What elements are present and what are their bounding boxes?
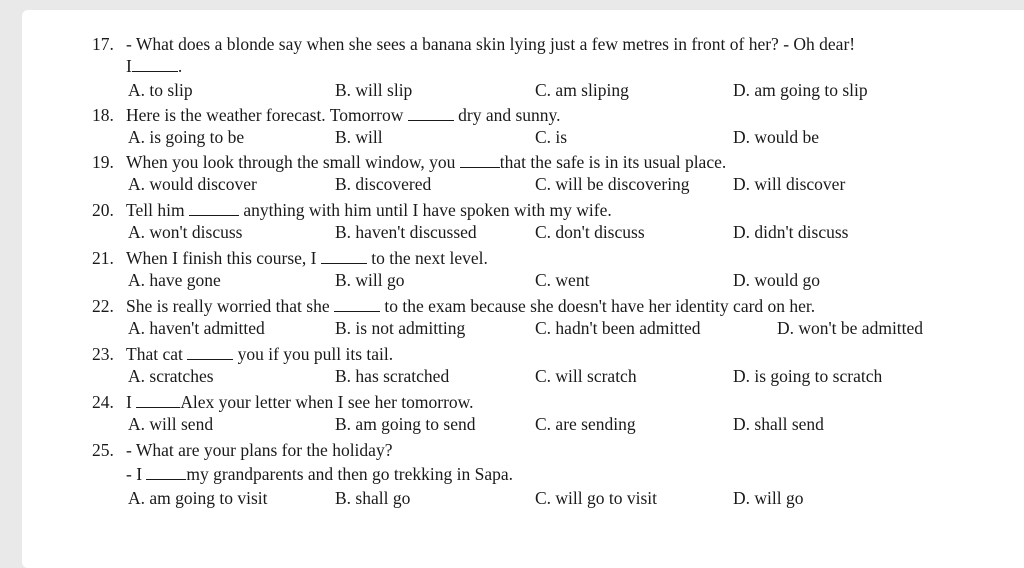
question-number: 24. bbox=[92, 392, 114, 412]
option-a: A. would discover bbox=[128, 174, 257, 194]
option-b: B. has scratched bbox=[335, 366, 450, 386]
stem-suffix: to the exam because she doesn't have her identity card on her. bbox=[384, 296, 816, 316]
answer-blank bbox=[136, 393, 180, 408]
option-d: D. didn't discuss bbox=[733, 222, 849, 242]
answer-options bbox=[22, 127, 1024, 149]
option-a: A. have gone bbox=[128, 270, 221, 290]
question-stem: - What does a blonde say when she sees a banana skin lying just a few metres in front of her? - Oh dear! bbox=[126, 34, 856, 54]
option-d: D. won't be admitted bbox=[777, 318, 924, 338]
answer-options bbox=[22, 318, 1024, 340]
question-stem-line-2 bbox=[126, 464, 513, 485]
option-b: B. haven't discussed bbox=[335, 222, 477, 242]
option-c: C. will scratch bbox=[535, 366, 637, 386]
question-stem-line-2 bbox=[126, 56, 182, 77]
question-stem bbox=[126, 296, 815, 317]
option-d: D. would be bbox=[733, 127, 820, 147]
stem-suffix: dry and sunny. bbox=[458, 105, 561, 125]
stem-suffix: Alex your letter when I see her tomorrow. bbox=[180, 392, 474, 412]
answer-options bbox=[22, 222, 1024, 244]
option-c: C. will be discovering bbox=[535, 174, 690, 194]
stem-suffix: anything with him until I have spoken with my wife. bbox=[243, 200, 612, 220]
question-number: 21. bbox=[92, 248, 114, 268]
stem-prefix: Here is the weather forecast. Tomorrow bbox=[126, 105, 404, 125]
question-stem: - What are your plans for the holiday? bbox=[126, 440, 393, 460]
option-c: C. are sending bbox=[535, 414, 636, 434]
question-number: 18. bbox=[92, 105, 114, 125]
answer-options bbox=[22, 80, 1024, 102]
question-number: 19. bbox=[92, 152, 114, 172]
option-d: D. shall send bbox=[733, 414, 824, 434]
answer-blank bbox=[460, 153, 500, 168]
question-stem bbox=[126, 344, 393, 365]
answer-options bbox=[22, 366, 1024, 388]
answer-blank bbox=[321, 249, 367, 264]
question-stem bbox=[126, 392, 474, 413]
option-c: C. hadn't been admitted bbox=[535, 318, 701, 338]
option-a: A. will send bbox=[128, 414, 214, 434]
answer-options bbox=[22, 414, 1024, 436]
stem-prefix: Tell him bbox=[126, 200, 185, 220]
question-stem bbox=[126, 152, 726, 173]
option-c: C. am sliping bbox=[535, 80, 629, 100]
question-stem bbox=[126, 248, 488, 269]
option-a: A. haven't admitted bbox=[128, 318, 265, 338]
option-a: A. am going to visit bbox=[128, 488, 268, 508]
stem-prefix: I bbox=[126, 392, 132, 412]
option-b: B. discovered bbox=[335, 174, 432, 194]
option-c: C. is bbox=[535, 127, 568, 147]
option-b: B. am going to send bbox=[335, 414, 476, 434]
question-number: 25. bbox=[92, 440, 114, 460]
question-stem bbox=[126, 200, 612, 221]
stem-prefix: I bbox=[126, 56, 132, 76]
stem-suffix: my grandparents and then go trekking in Sapa. bbox=[186, 464, 513, 484]
answer-options bbox=[22, 488, 1024, 510]
stem-suffix: to the next level. bbox=[371, 248, 488, 268]
option-b: B. will bbox=[335, 127, 383, 147]
stem-prefix: When you look through the small window, you bbox=[126, 152, 456, 172]
option-a: A. is going to be bbox=[128, 127, 245, 147]
option-d: D. will discover bbox=[733, 174, 846, 194]
option-a: A. won't discuss bbox=[128, 222, 243, 242]
option-c: C. went bbox=[535, 270, 590, 290]
worksheet-page bbox=[22, 10, 1024, 568]
answer-options bbox=[22, 174, 1024, 196]
stem-prefix: That cat bbox=[126, 344, 183, 364]
option-c: C. don't discuss bbox=[535, 222, 645, 242]
question-stem bbox=[126, 105, 561, 126]
stem-suffix: . bbox=[177, 56, 183, 76]
option-d: D. would go bbox=[733, 270, 821, 290]
option-c: C. will go to visit bbox=[535, 488, 658, 508]
option-a: A. to slip bbox=[128, 80, 193, 100]
answer-blank bbox=[408, 106, 454, 121]
stem-suffix: you if you pull its tail. bbox=[237, 344, 394, 364]
answer-blank bbox=[334, 297, 380, 312]
option-b: B. is not admitting bbox=[335, 318, 466, 338]
option-b: B. will go bbox=[335, 270, 405, 290]
stem-prefix: She is really worried that she bbox=[126, 296, 330, 316]
question-number: 22. bbox=[92, 296, 114, 316]
option-a: A. scratches bbox=[128, 366, 214, 386]
answer-blank bbox=[187, 345, 233, 360]
option-d: D. will go bbox=[733, 488, 804, 508]
option-d: D. am going to slip bbox=[733, 80, 868, 100]
stem-suffix: that the safe is in its usual place. bbox=[499, 152, 727, 172]
stem-prefix: - I bbox=[126, 464, 143, 484]
stem-prefix: When I finish this course, I bbox=[126, 248, 317, 268]
option-b: B. shall go bbox=[335, 488, 411, 508]
answer-blank bbox=[189, 201, 239, 216]
option-b: B. will slip bbox=[335, 80, 413, 100]
question-number: 23. bbox=[92, 344, 114, 364]
answer-options bbox=[22, 270, 1024, 292]
answer-blank bbox=[132, 57, 178, 72]
answer-blank bbox=[146, 465, 186, 480]
option-d: D. is going to scratch bbox=[733, 366, 883, 386]
question-number: 17. bbox=[92, 34, 114, 54]
question-number: 20. bbox=[92, 200, 114, 220]
